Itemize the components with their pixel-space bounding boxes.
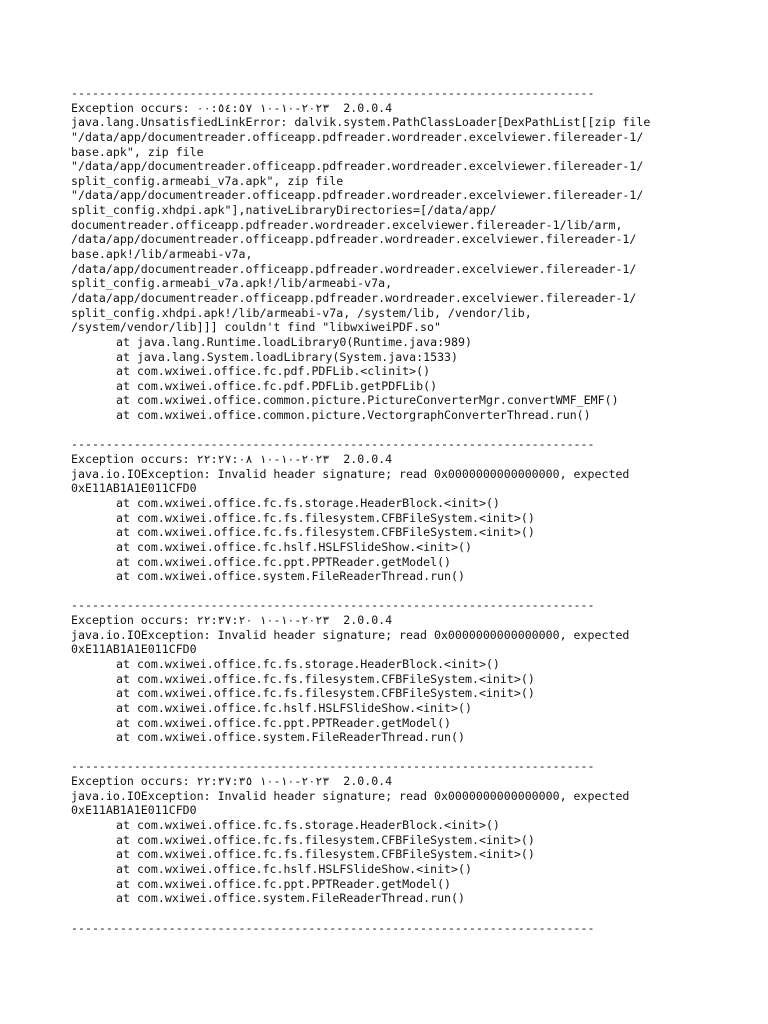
message-line: base.apk!/lib/armeabi-v7a,	[71, 247, 253, 262]
log-document	[71, 86, 751, 935]
message-line: split_config.xhdpi.apk"],nativeLibraryDirectories=[/data/app/	[71, 203, 497, 218]
stack-frame: at com.wxiwei.office.fc.fs.filesystem.CFBFileSystem.<init>()	[116, 847, 535, 862]
stack-frame: at com.wxiwei.office.fc.hslf.HSLFSlideShow.<init>()	[116, 700, 472, 715]
message-line: java.io.IOException: Invalid header signature; read 0x0000000000000000, expected	[71, 466, 630, 481]
entry-version: 2.0.0.4	[343, 452, 393, 467]
message-line: "/data/app/documentreader.officeapp.pdfreader.wordreader.excelviewer.filereader-1/	[71, 129, 644, 144]
stack-frame: at com.wxiwei.office.fc.hslf.HSLFSlideShow.<init>()	[116, 539, 472, 554]
stack-frame: at com.wxiwei.office.fc.hslf.HSLFSlideShow.<init>()	[116, 861, 472, 876]
stack-frame: at com.wxiwei.office.fc.fs.storage.HeaderBlock.<init>()	[116, 818, 500, 833]
entry-version: 2.0.0.4	[343, 613, 393, 628]
header-label: Exception occurs:	[71, 774, 190, 789]
entry-timestamp: ٢٠٢٣-١٠-١٠ ٢٢:٣٧:٣٥	[196, 774, 330, 789]
stack-frame: at java.lang.Runtime.loadLibrary0(Runtime.java:989)	[116, 334, 472, 349]
stack-frame: at com.wxiwei.office.common.picture.VectorgraphConverterThread.run()	[116, 408, 591, 423]
separator-line: ---------------------------------------------------------------------------	[71, 437, 595, 452]
message-line: documentreader.officeapp.pdfreader.wordreader.excelviewer.filereader-1/lib/arm,	[71, 217, 623, 232]
stack-frame: at com.wxiwei.office.fc.ppt.PPTReader.getModel()	[116, 876, 452, 891]
header-label: Exception occurs:	[71, 613, 190, 628]
message-line: java.io.IOException: Invalid header signature; read 0x0000000000000000, expected	[71, 788, 630, 803]
entry-version: 2.0.0.4	[343, 774, 393, 789]
message-line: "/data/app/documentreader.officeapp.pdfreader.wordreader.excelviewer.filereader-1/	[71, 188, 644, 203]
stack-frame: at com.wxiwei.office.fc.fs.filesystem.CFBFileSystem.<init>()	[116, 525, 535, 540]
message-line: /data/app/documentreader.officeapp.pdfreader.wordreader.excelviewer.filereader-1/	[71, 290, 637, 305]
stack-frame: at com.wxiwei.office.fc.fs.storage.HeaderBlock.<init>()	[116, 495, 500, 510]
stack-frame: at com.wxiwei.office.fc.ppt.PPTReader.getModel()	[116, 554, 452, 569]
message-line: 0xE11AB1A1E011CFD0	[71, 481, 197, 496]
message-line: split_config.armeabi_v7a.apk", zip file	[71, 173, 344, 188]
stack-frame: at com.wxiwei.office.fc.fs.filesystem.CFBFileSystem.<init>()	[116, 510, 535, 525]
separator-line: ---------------------------------------------------------------------------	[71, 920, 595, 935]
log-entry	[71, 437, 751, 598]
message-line: base.apk", zip file	[71, 144, 204, 159]
entry-version: 2.0.0.4	[343, 100, 393, 115]
stack-frame: at com.wxiwei.office.fc.fs.filesystem.CFBFileSystem.<init>()	[116, 686, 535, 701]
message-line: /system/vendor/lib]]] couldn't find "libwxiweiPDF.so"	[71, 320, 441, 335]
stack-frame: at com.wxiwei.office.fc.ppt.PPTReader.getModel()	[116, 715, 452, 730]
stack-frame: at com.wxiwei.office.fc.pdf.PDFLib.<clinit>()	[116, 364, 431, 379]
stack-frame: at com.wxiwei.office.system.FileReaderThread.run()	[116, 730, 466, 745]
stack-frame: at com.wxiwei.office.fc.fs.filesystem.CFBFileSystem.<init>()	[116, 832, 535, 847]
entry-header	[71, 452, 751, 467]
message-line: split_config.armeabi_v7a.apk!/lib/armeabi-v7a,	[71, 276, 393, 291]
stack-frame: at com.wxiwei.office.fc.fs.filesystem.CFBFileSystem.<init>()	[116, 671, 535, 686]
message-line: 0xE11AB1A1E011CFD0	[71, 642, 197, 657]
separator-line: ---------------------------------------------------------------------------	[71, 759, 595, 774]
stack-frame: at com.wxiwei.office.system.FileReaderThread.run()	[116, 569, 466, 584]
message-line: java.lang.UnsatisfiedLinkError: dalvik.system.PathClassLoader[DexPathList[[zip file	[71, 115, 651, 130]
log-entry	[71, 759, 751, 920]
entry-spacer	[71, 584, 751, 599]
stack-frame: at com.wxiwei.office.system.FileReaderThread.run()	[116, 891, 466, 906]
stack-frame: at com.wxiwei.office.common.picture.PictureConverterMgr.convertWMF_EMF()	[116, 393, 619, 408]
separator-line: ---------------------------------------------------------------------------	[71, 86, 595, 100]
entry-timestamp: ٢٠٢٣-١٠-١٠ ٠٠:٥٤:٥٧	[196, 100, 330, 115]
message-line: 0xE11AB1A1E011CFD0	[71, 803, 197, 818]
message-line: java.io.IOException: Invalid header signature; read 0x0000000000000000, expected	[71, 627, 630, 642]
log-entry	[71, 598, 751, 759]
separator-line: ---------------------------------------------------------------------------	[71, 598, 595, 613]
entry-header	[71, 101, 751, 116]
entry-spacer	[71, 745, 751, 760]
stack-frame: at com.wxiwei.office.fc.pdf.PDFLib.getPDFLib()	[116, 378, 438, 393]
entry-header	[71, 774, 751, 789]
entry-timestamp: ٢٠٢٣-١٠-١٠ ٢٢:٣٧:٢٠	[196, 613, 330, 628]
entry-spacer	[71, 906, 751, 921]
message-line: /data/app/documentreader.officeapp.pdfreader.wordreader.excelviewer.filereader-1/	[71, 261, 637, 276]
entry-timestamp: ٢٠٢٣-١٠-١٠ ٢٢:٢٧:٠٨	[196, 452, 330, 467]
log-entry	[71, 86, 751, 437]
message-line: /data/app/documentreader.officeapp.pdfreader.wordreader.excelviewer.filereader-1/	[71, 232, 637, 247]
entry-spacer	[71, 423, 751, 438]
stack-frame: at com.wxiwei.office.fc.fs.storage.HeaderBlock.<init>()	[116, 656, 500, 671]
header-label: Exception occurs:	[71, 452, 190, 467]
message-line: "/data/app/documentreader.officeapp.pdfreader.wordreader.excelviewer.filereader-1/	[71, 159, 644, 174]
entry-header	[71, 613, 751, 628]
header-label: Exception occurs:	[71, 100, 190, 115]
message-line: split_config.xhdpi.apk!/lib/armeabi-v7a, /system/lib, /vendor/lib,	[71, 305, 532, 320]
stack-frame: at java.lang.System.loadLibrary(System.java:1533)	[116, 349, 459, 364]
